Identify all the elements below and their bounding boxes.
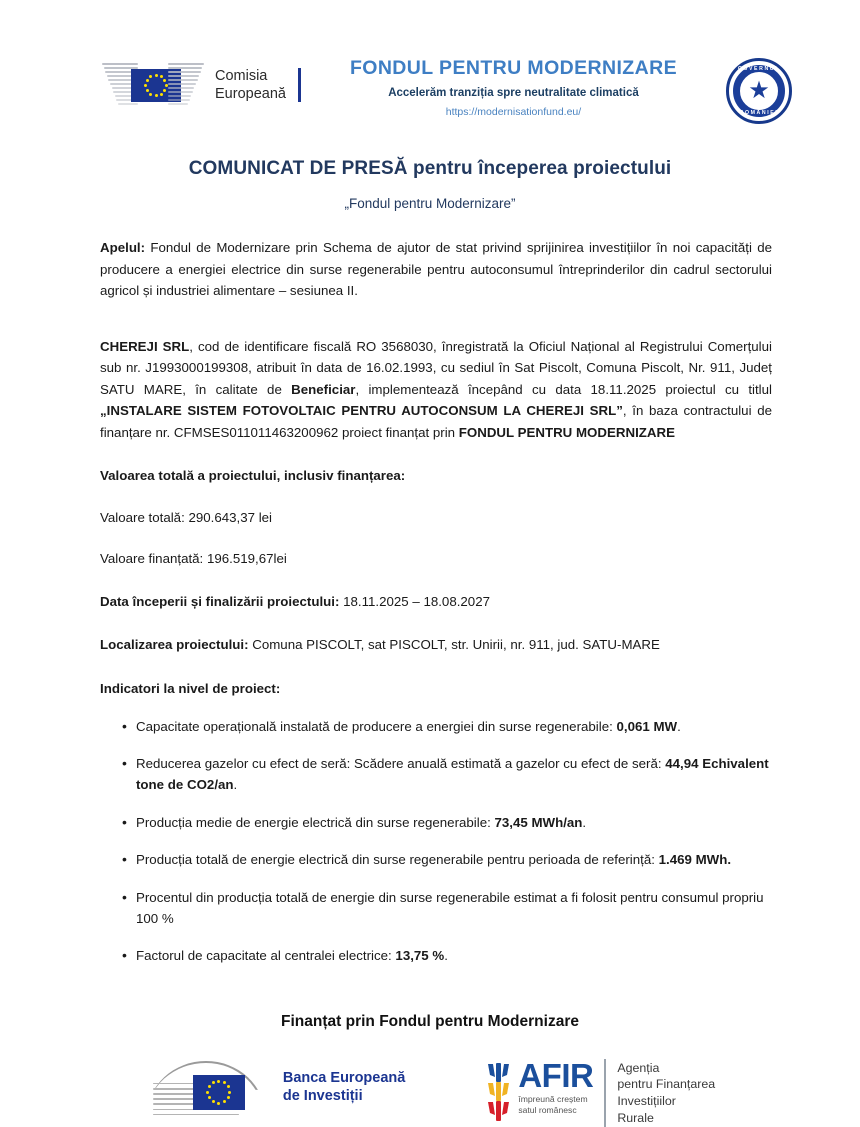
romanian-government-seal [726,58,792,124]
beneficiary-segment-1: , cod de identificare fiscală RO 3568030, înregistrată la Oficiul Național al Registrului Comerțului sub nr. J1993000199308, atribuit în data de 16.02.1993, cu sediul în Sat Piscolt, Comuna Piscolt, Nr. 911, Județ SATU MARE, în calitate de [100,338,772,397]
indicator-text: Capacitate operațională instalată de producere a energiei din surse regenerabile: [136,718,617,734]
beneficiary-segment-2: , implementează începând cu data 18.11.2025 proiectul cu titlul [355,381,772,397]
page-subtitle: „Fondul pentru Modernizare” [344,196,516,211]
wheat-ear-icon [485,1059,512,1123]
indicator-text: Procentul din producția totală de energie din surse regenerabile estimat a fi folosit pentru consumul propriu 100 % [136,889,764,926]
eu-flag-icon [100,61,208,109]
eib-flag-shape [193,1075,245,1110]
indicator-tail: . [582,814,587,830]
page-title-bold: COMUNICAT DE PRESĂ [188,158,408,179]
indicator-text: Producția totală de energie electrică din surse regenerabile pentru perioada de referință: [136,852,659,868]
call-label: Apelul: [100,240,146,255]
afir-agency-name [617,1059,715,1127]
indicator-text: Reducerea gazelor cu efect de seră: Scădere anuală estimată a gazelor cu efect de seră: [136,756,666,772]
afir-acronym: AFIR [518,1056,594,1094]
call-text: Fondul de Modernizare prin Schema de ajutor de stat privind sprijinirea investițiilor în noi capacități de producere a energiei electrice din surse regenerabile pentru autoconsumul întreprinderilor din cadrul sectorului agricol și industriei alimentare – sesiunea II. [100,240,772,299]
indicator-tail: . [444,948,448,964]
fund-name: FONDUL PENTRU MODERNIZARE [458,424,675,440]
list-item [122,850,772,871]
indicator-value: 44,94 Echivalent tone de CO2/an [136,756,769,793]
document-header [0,0,860,130]
project-title: „INSTALARE SISTEM FOTOVOLTAIC PENTRU AUTOCONSUM LA CHEREJI SRL” [100,403,623,419]
beneficiary-role: Beneficiar [291,381,356,397]
afir-divider [604,1059,606,1127]
fund-website-link[interactable]: https://modernisationfund.eu/ [445,106,582,118]
afir-agency-line-3: Investițiilor [617,1094,676,1109]
afir-slogan-line-1: împreună creștem [518,1093,588,1104]
project-location-value: Comuna PISCOLT, sat PISCOLT, str. Unirii, nr. 911, jud. SATU-MARE [248,637,660,653]
eib-label-line-1: Banca Europeană [282,1069,406,1086]
beneficiary-segment-3: , în baza contractului de finanțare nr. CFMSES011011463200962 proiect finanțat prin [100,403,772,440]
call-paragraph [100,237,772,302]
seal-core [743,75,775,107]
indicator-value: 13,75 % [395,948,445,964]
afir-logo [485,1056,716,1127]
indicator-text: Producția medie de energie electrică din surse regenerabile: [136,814,495,830]
total-value: Valoare totală: 290.643,37 lei [100,509,273,525]
project-dates-label: Data începerii și finalizării proiectului: [100,594,340,610]
beneficiary-company: CHEREJI SRL [100,338,190,354]
afir-slogan-line-2: satul românesc [518,1104,577,1115]
indicators-heading: Indicatori la nivel de proiect: [100,680,281,696]
seal-text-top: GUVERNUL [738,66,780,72]
list-item [122,813,772,834]
beneficiary-paragraph [100,336,772,444]
indicator-text: Factorul de capacitate al centralei electrice: [136,948,396,964]
list-item [122,888,772,929]
eu-flag-icon [145,1059,273,1115]
footer-title: Finanțat prin Fondul pentru Modernizare [281,1012,579,1030]
romanian-eagle-coat-of-arms-icon: ★ [748,77,770,104]
indicator-tail: . [233,777,238,793]
ec-label-line-1: Comisia [215,67,268,84]
eib-label [283,1069,406,1105]
project-location [100,634,772,655]
project-dates-value: 18.11.2025 – 18.08.2027 [339,594,490,610]
funded-value: Valoare finanțată: 196.519,67lei [100,550,287,566]
page-title-rest: pentru începerea proiectului [407,158,672,179]
european-investment-bank-logo [145,1059,406,1115]
page-title [0,158,860,180]
modernisation-fund-banner [350,57,677,118]
eib-label-line-2: de Investiții [282,1087,363,1104]
list-item [122,754,772,795]
seal-text-bottom: ROMÂNIEI [739,110,779,116]
afir-mark [485,1056,594,1123]
european-commission-label [215,67,286,103]
indicator-value: 73,45 MWh/an [494,814,583,830]
indicators-list [100,717,772,967]
project-location-label: Localizarea proiectului: [100,637,249,653]
ec-label-line-2: Europeană [215,86,286,102]
fund-title: FONDUL PENTRU MODERNIZARE [349,57,677,79]
list-item [122,946,772,967]
values-heading: Valoarea totală a proiectului, inclusiv finanțarea: [100,468,406,484]
indicator-value: 0,061 MW [616,718,678,734]
afir-agency-line-2: pentru Finanțarea [617,1077,716,1092]
afir-agency-line-4: Rurale [617,1110,654,1125]
european-commission-logo [100,61,301,109]
project-dates [100,591,772,612]
list-item [122,717,772,738]
ec-divider-bar [298,68,301,102]
indicator-value: 1.469 MWh. [658,852,732,868]
footer-logos [0,1056,860,1127]
document-body [0,237,860,967]
fund-subtitle: Accelerăm tranziția spre neutralitate climatică [388,87,639,99]
afir-agency-line-1: Agenția [617,1060,660,1075]
indicator-tail: . [677,718,681,734]
afir-wordmark [518,1056,594,1116]
afir-slogan [518,1094,593,1116]
